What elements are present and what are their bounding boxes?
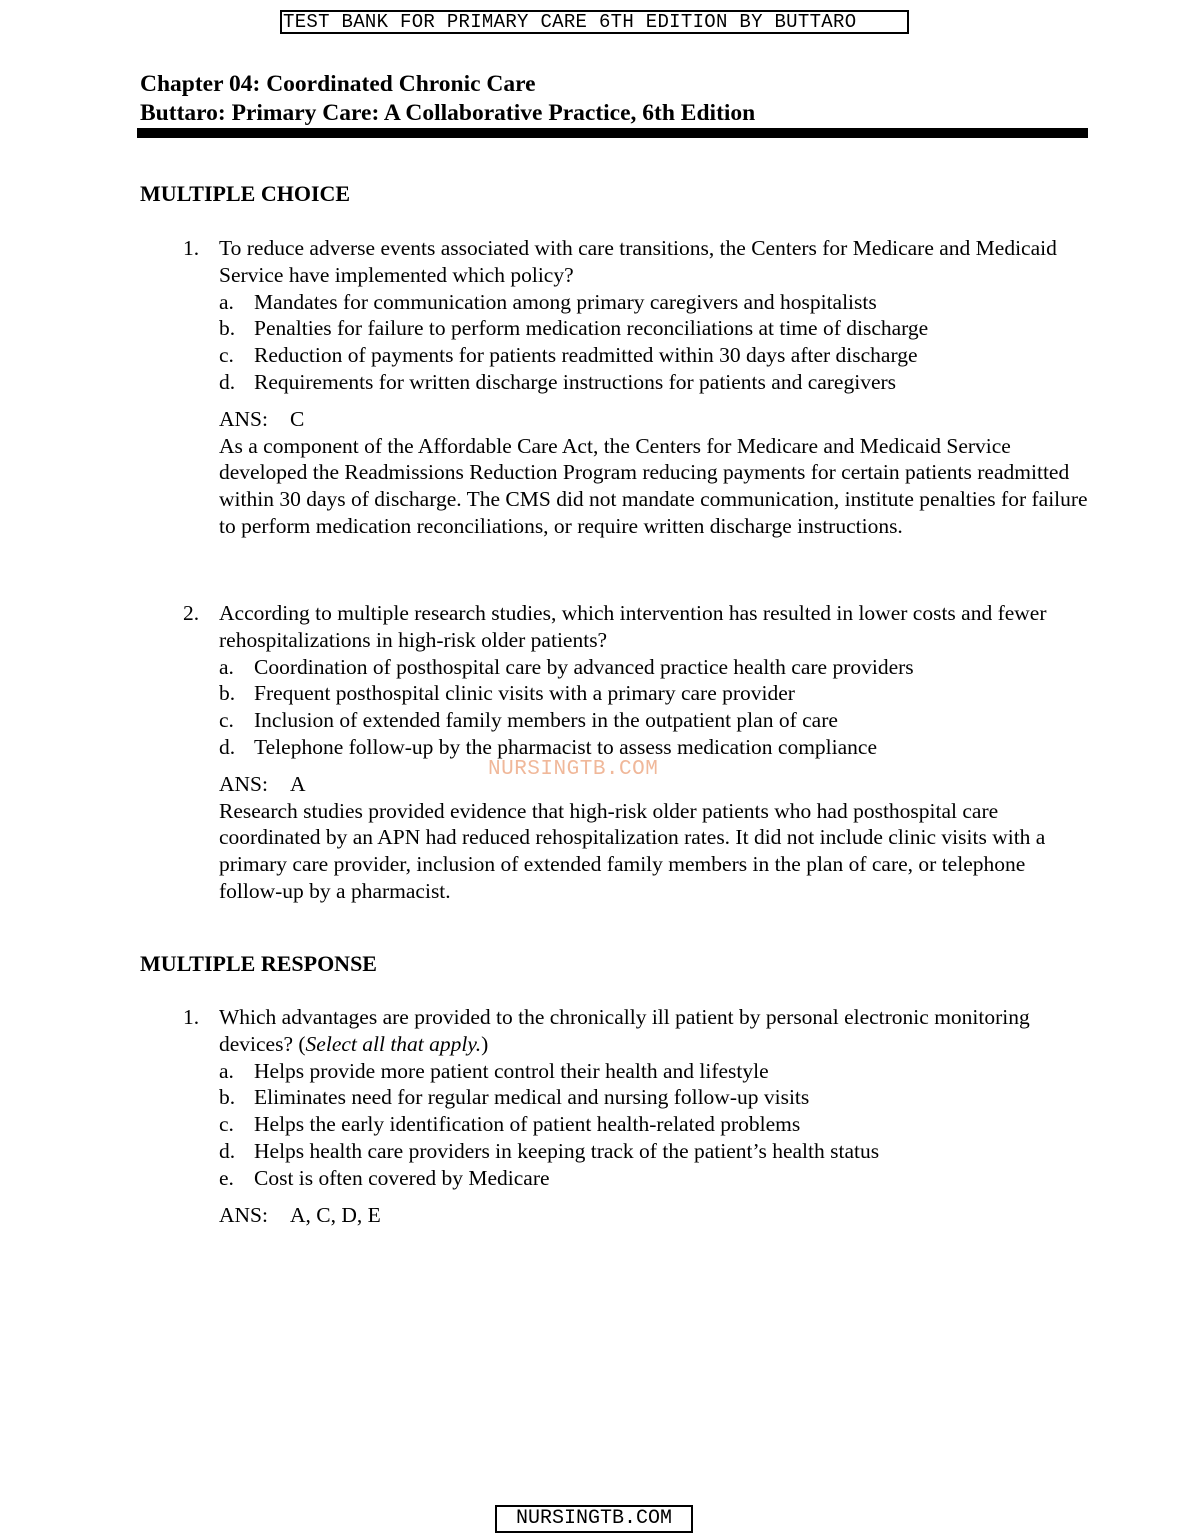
header-divider	[137, 128, 1088, 138]
option-text: Eliminates need for regular medical and nursing follow-up visits	[254, 1085, 810, 1110]
mc-question-1	[183, 235, 1088, 540]
option-text: Mandates for communication among primary caregivers and hospitalists	[254, 289, 877, 314]
answer-line	[219, 1202, 1083, 1229]
answer-value: C	[290, 406, 305, 431]
question-stem: To reduce adverse events associated with care transitions, the Centers for Medicare and Medicaid Service have implemented which policy?	[219, 236, 1057, 287]
option-text: Coordination of posthospital care by advanced practice health care providers	[254, 654, 914, 679]
option-b	[219, 1084, 1083, 1111]
option-letter: b.	[219, 1085, 236, 1110]
answer-rationale: As a component of the Affordable Care Act, the Centers for Medicare and Medicaid Service developed the Readmissions Reduction Program reducing payments for certain patients readmitted within 30 days of discharge. The CMS did not mandate communication, institute penalties for failure to perform medication reconciliations, or require written discharge instructions.	[219, 433, 1088, 538]
option-c	[219, 342, 1083, 369]
option-text: Cost is often covered by Medicare	[254, 1165, 550, 1190]
option-letter: b.	[219, 681, 236, 706]
stem-close: )	[481, 1031, 489, 1056]
option-letter: b.	[219, 316, 236, 341]
option-letter: d.	[219, 1138, 236, 1163]
question-number: 2.	[183, 601, 200, 625]
answer-line	[219, 406, 1083, 433]
option-d	[219, 1138, 1083, 1165]
option-letter: c.	[219, 343, 234, 368]
question-stem: According to multiple research studies, which intervention has resulted in lower costs and fewer rehospitalizations in high-risk older patients?	[219, 601, 1047, 652]
question-number: 1.	[183, 236, 200, 260]
option-text: Penalties for failure to perform medication reconciliations at time of discharge	[254, 316, 929, 341]
question-number: 1.	[183, 1005, 200, 1029]
option-letter: c.	[219, 708, 234, 733]
option-letter: c.	[219, 1112, 234, 1137]
option-letter: a.	[219, 654, 234, 679]
answer-label: ANS:	[219, 771, 268, 796]
option-text: Reduction of payments for patients readmitted within 30 days after discharge	[254, 343, 918, 368]
answer-rationale: Research studies provided evidence that high-risk older patients who had posthospital care coordinated by an APN had reduced rehospitalization rates. It did not include clinic visits with a primary care provider, inclusion of extended family members in the plan of care, or telephone follow-up by a pharmacist.	[219, 798, 1046, 903]
mr-question-1	[183, 1004, 1083, 1228]
option-letter: a.	[219, 1058, 234, 1083]
option-c	[219, 707, 1083, 734]
option-a	[219, 289, 1083, 316]
chapter-heading	[140, 70, 755, 128]
question-stem	[219, 1004, 1083, 1058]
book-title: Buttaro: Primary Care: A Collaborative Practice, 6th Edition	[140, 100, 756, 126]
option-text: Telephone follow-up by the pharmacist to assess medication compliance	[254, 734, 878, 759]
option-a	[219, 654, 1083, 681]
option-text: Inclusion of extended family members in the outpatient plan of care	[254, 708, 838, 733]
mc-question-2	[183, 600, 1083, 905]
watermark-text: NURSINGTB.COM	[488, 758, 659, 781]
option-letter: a.	[219, 289, 234, 314]
answer-value: A, C, D, E	[290, 1202, 381, 1227]
answer-label: ANS:	[219, 1202, 268, 1227]
option-letter: d.	[219, 369, 236, 394]
header-banner: TEST BANK FOR PRIMARY CARE 6TH EDITION BY BUTTARO	[280, 10, 909, 34]
option-e	[219, 1165, 1083, 1192]
stem-instruction: Select all that apply.	[305, 1031, 482, 1056]
option-letter: d.	[219, 734, 236, 759]
option-text: Frequent posthospital clinic visits with a primary care provider	[254, 681, 795, 706]
stem-text: Which advantages are provided to the chronically ill patient by personal electronic monitoring devices? (	[219, 1005, 1030, 1056]
option-text: Helps provide more patient control their health and lifestyle	[254, 1058, 769, 1083]
answer-label: ANS:	[219, 406, 268, 431]
answer-value: A	[290, 771, 306, 796]
option-letter: e.	[219, 1165, 234, 1190]
section-title-multiple-response: MULTIPLE RESPONSE	[140, 951, 377, 976]
option-text: Helps health care providers in keeping track of the patient’s health status	[254, 1138, 880, 1163]
option-text: Helps the early identification of patient health-related problems	[254, 1112, 801, 1137]
footer-banner: NURSINGTB.COM	[495, 1505, 693, 1533]
option-text: Requirements for written discharge instructions for patients and caregivers	[254, 369, 897, 394]
section-title-multiple-choice: MULTIPLE CHOICE	[140, 181, 351, 206]
option-c	[219, 1111, 1083, 1138]
option-a	[219, 1058, 1083, 1085]
option-d	[219, 734, 1083, 761]
option-b	[219, 680, 1083, 707]
option-b	[219, 315, 1083, 342]
option-d	[219, 369, 1083, 396]
chapter-title: Chapter 04: Coordinated Chronic Care	[140, 71, 536, 97]
